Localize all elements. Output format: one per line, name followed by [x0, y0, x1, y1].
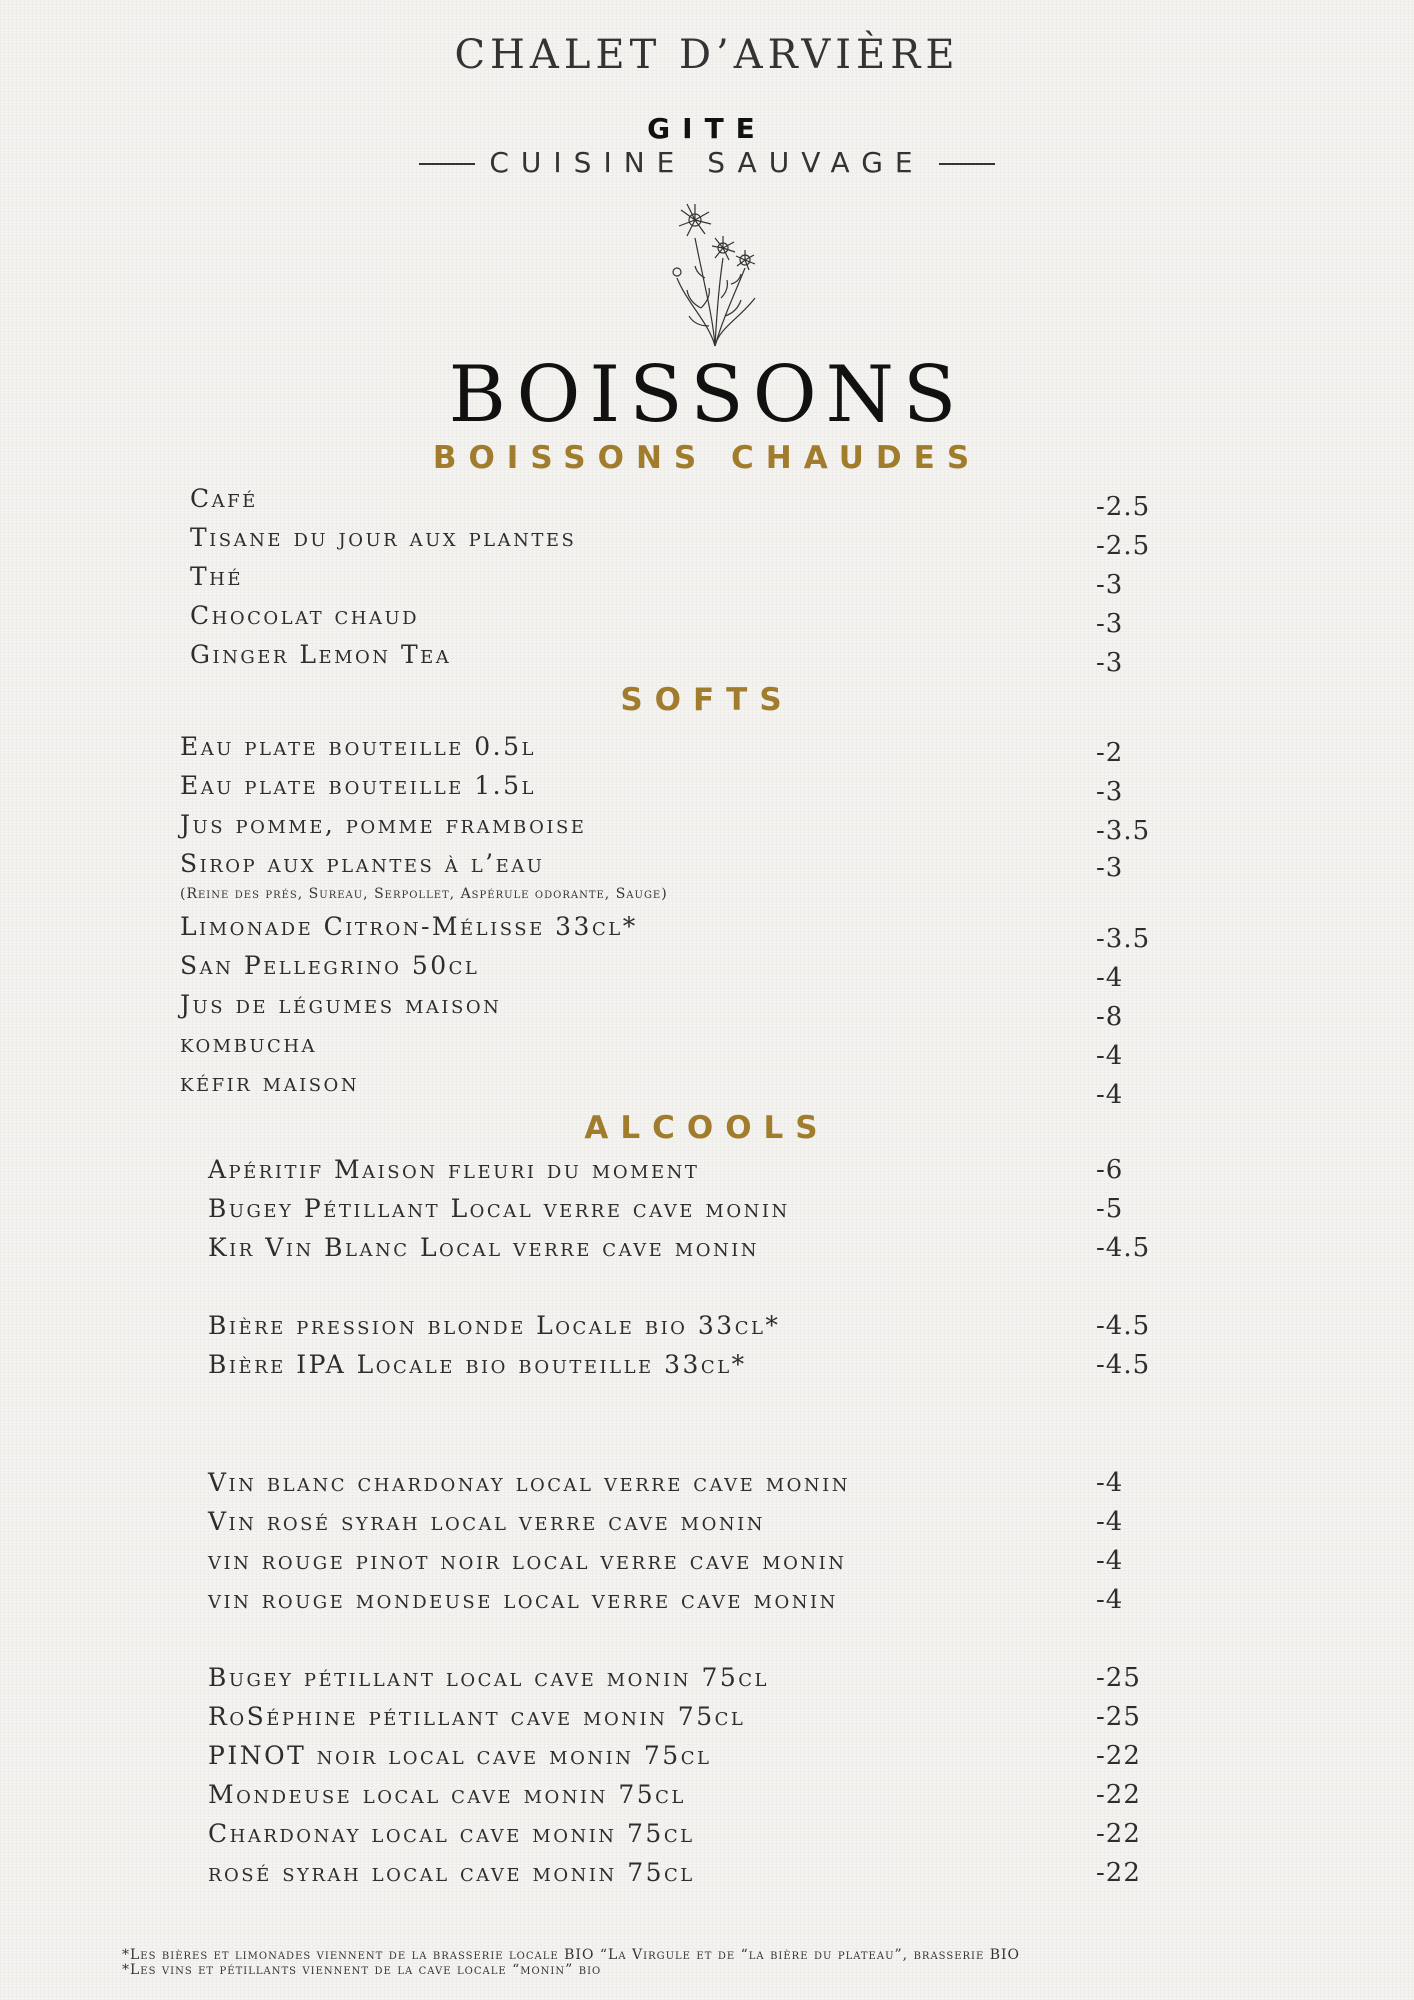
- subtitle-cuisine: CUISINE SAUVAGE: [489, 146, 925, 179]
- list-item: PINOT noir local cave monin 75cl: [208, 1741, 712, 1770]
- item-price: -4.5: [1096, 1350, 1151, 1380]
- item-price: -4.5: [1096, 1311, 1151, 1341]
- item-price: -4.5: [1096, 1233, 1151, 1263]
- item-price: -5: [1096, 1194, 1124, 1224]
- item-price: -4: [1096, 963, 1124, 993]
- item-price: -4: [1096, 1507, 1124, 1537]
- list-item: Bière pression blonde Locale bio 33cl*: [208, 1311, 781, 1340]
- item-price: -22: [1096, 1741, 1141, 1771]
- footnote-wines: *Les vins et pétillants viennent de la cave locale “monin” bio: [122, 1962, 602, 1978]
- list-item: Chocolat chaud: [190, 601, 420, 630]
- item-price: -8: [1096, 1002, 1124, 1032]
- item-price: -22: [1096, 1780, 1141, 1810]
- syrup-flavors-note: (Reine des prés, Sureau, Serpollet, Aspérule odorante, Sauge): [180, 886, 668, 902]
- item-price: -4: [1096, 1585, 1124, 1615]
- item-price: -4: [1096, 1546, 1124, 1576]
- list-item: kombucha: [180, 1029, 318, 1058]
- list-item: Vin blanc chardonay local verre cave monin: [208, 1468, 851, 1497]
- list-item: rosé syrah local cave monin 75cl: [208, 1858, 695, 1887]
- item-price: -3: [1096, 777, 1124, 807]
- item-price: -2.5: [1096, 531, 1151, 561]
- item-price: -3.5: [1096, 816, 1151, 846]
- list-item: vin rouge pinot noir local verre cave monin: [208, 1546, 847, 1575]
- list-item: Apéritif Maison fleuri du moment: [208, 1155, 700, 1184]
- left-dash: [419, 163, 475, 165]
- list-item: Bugey Pétillant Local verre cave monin: [208, 1194, 790, 1223]
- list-item: Limonade Citron-Mélisse 33cl*: [180, 912, 638, 941]
- list-item: Thé: [190, 562, 244, 591]
- section-hot-drinks: BOISSONS CHAUDES: [432, 440, 982, 476]
- item-price: -22: [1096, 1858, 1141, 1888]
- item-price: -4: [1096, 1041, 1124, 1071]
- list-item: Sirop aux plantes à l’eau: [180, 849, 545, 878]
- item-price: -22: [1096, 1819, 1141, 1849]
- subtitle-gite: GITE: [647, 112, 767, 145]
- list-item: RoSéphine pétillant cave monin 75cl: [208, 1702, 746, 1731]
- list-item: San Pellegrino 50cl: [180, 951, 480, 980]
- item-price: -2.5: [1096, 492, 1151, 522]
- item-price: -3: [1096, 570, 1124, 600]
- list-item: Mondeuse local cave monin 75cl: [208, 1780, 686, 1809]
- right-dash: [939, 163, 995, 165]
- item-price: -3: [1096, 609, 1124, 639]
- list-item: Eau plate bouteille 0.5l: [180, 732, 536, 761]
- list-item: Jus de légumes maison: [180, 990, 502, 1019]
- item-price: -25: [1096, 1702, 1141, 1732]
- item-price: -4: [1096, 1080, 1124, 1110]
- wildflower-illustration-icon: [665, 198, 765, 348]
- list-item: Ginger Lemon Tea: [190, 640, 452, 669]
- list-item: Bière IPA Locale bio bouteille 33cl*: [208, 1350, 747, 1379]
- list-item: vin rouge mondeuse local verre cave monin: [208, 1585, 838, 1614]
- list-item: Tisane du jour aux plantes: [190, 523, 577, 552]
- venue-name: CHALET D’ARVIÈRE: [454, 32, 960, 78]
- item-price: -3.5: [1096, 924, 1151, 954]
- subtitle-cuisine-row: [0, 146, 1414, 179]
- list-item: Eau plate bouteille 1.5l: [180, 771, 536, 800]
- list-item: Bugey pétillant local cave monin 75cl: [208, 1663, 769, 1692]
- section-alcohols: ALCOOLS: [584, 1110, 830, 1146]
- section-softs: SOFTS: [620, 682, 794, 718]
- item-price: -3: [1096, 648, 1124, 678]
- footnote-beers: *Les bières et limonades viennent de la brasserie locale BIO “La Virgule et de “la bière du plateau”, brasserie BIO: [122, 1947, 1021, 1963]
- list-item: kéfir maison: [180, 1068, 360, 1097]
- list-item: Café: [190, 484, 258, 513]
- item-price: -2: [1096, 738, 1124, 768]
- item-price: -3: [1096, 853, 1124, 883]
- list-item: Chardonay local cave monin 75cl: [208, 1819, 695, 1848]
- list-item: Vin rosé syrah local verre cave monin: [208, 1507, 765, 1536]
- list-item: Jus pomme, pomme framboise: [180, 810, 587, 839]
- page-title: BOISSONS: [448, 350, 966, 440]
- item-price: -25: [1096, 1663, 1141, 1693]
- list-item: Kir Vin Blanc Local verre cave monin: [208, 1233, 760, 1262]
- item-price: -4: [1096, 1468, 1124, 1498]
- item-price: -6: [1096, 1155, 1124, 1185]
